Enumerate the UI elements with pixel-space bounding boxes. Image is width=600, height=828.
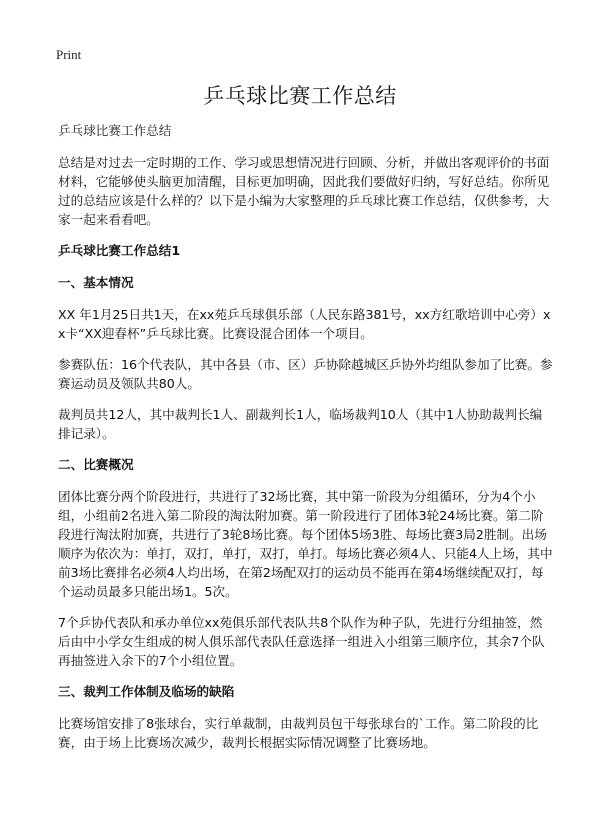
paragraph-basic-2: 参赛队伍：16个代表队，其中各县（市、区）乒协除越城区乒协外均组队参加了比赛。参赛运动员及领队共80人。 xyxy=(58,357,553,391)
intro-paragraph: 总结是对过去一定时期的工作、学习或思想情况进行回顾、分析，并做出客观评价的书面材料，它能够使头脑更加清醒，目标更加明确，因此我们要做好归纳，写好总结。你所见过的总结应该是什么样的？以下是小编为大家整理的乒乓球比赛工作总结，仅供参考，大家一起来看看吧。 xyxy=(58,155,550,227)
print-link[interactable]: Print xyxy=(56,47,82,62)
heading-basic-info: 一、基本情况 xyxy=(58,275,134,290)
page-title: 乒乓球比赛工作总结 xyxy=(203,84,397,108)
heading-overview: 二、比赛概况 xyxy=(58,457,134,472)
paragraph-basic-3: 裁判员共12人，其中裁判长1人、副裁判长1人，临场裁判10人（其中1人协助裁判长编排记录）。 xyxy=(58,407,543,441)
paragraph-overview-2: 7个乒协代表队和承办单位xx苑俱乐部代表队共8个队作为种子队，先进行分组抽签，然后由中小学女生组成的树人俱乐部代表队任意选择一组进入小组第三顺序位，其余7个队再抽签进入余下的7个小组位置。 xyxy=(58,615,545,668)
paragraph-basic-1: XX 年1月25日共1天，在xx苑乒乓球俱乐部（人民东路381号，xx方红歌培训中心旁）xx卡“XX迎春杯”乒乓球比赛。比赛设混合团体一个项目。 xyxy=(58,307,551,341)
heading-referee: 三、裁判工作体制及临场的缺陷 xyxy=(58,684,235,699)
paragraph-overview-1: 团体比赛分两个阶段进行，共进行了32场比赛，其中第一阶段为分组循环，分为4个小组，小组前2名进入第二阶段的淘汰附加赛。第一阶段进行了团体3轮24场比赛。第二阶段进行淘汰附加赛，共进行了3轮8场比赛。每个团体5场3胜、每场比赛3局2胜制。出场顺序为依次为：单打，双打，单打，双打，单打。每场比赛必须4人、只能4人上场，其中前3场比赛排名必须4人均出场，在第2场配双打的运动员不能再在第4场继续配双打，每个运动员最多只能出场1。5次。 xyxy=(58,489,553,599)
section-title: 乒乓球比赛工作总结1 xyxy=(58,243,181,258)
document-subtitle: 乒乓球比赛工作总结 xyxy=(58,123,172,138)
paragraph-referee-1: 比赛场馆安排了8张球台，实行单裁制，由裁判员包干每张球台的`工作。第二阶段的比赛，由于场上比赛场次减少，裁判长根据实际情况调整了比赛场地。 xyxy=(58,716,539,750)
document-body xyxy=(58,121,554,764)
